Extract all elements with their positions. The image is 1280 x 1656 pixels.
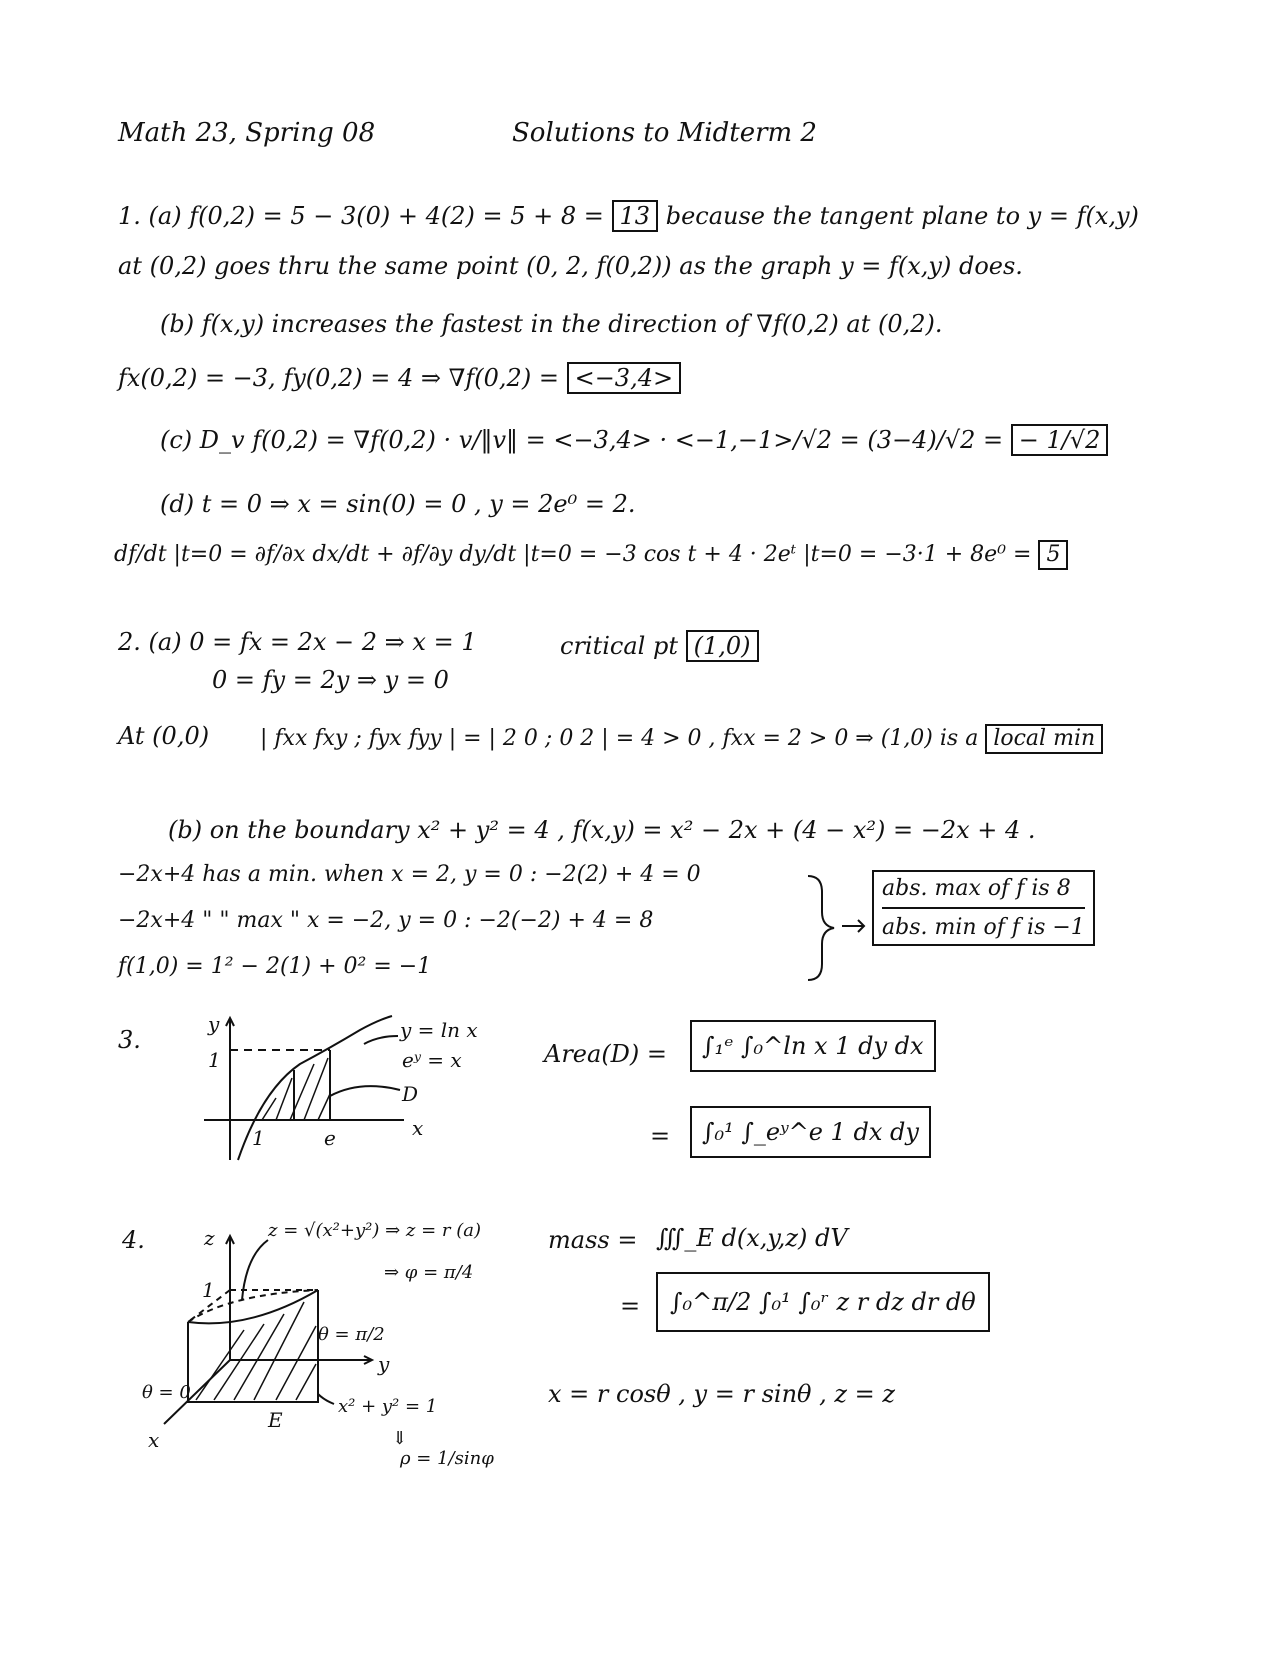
p4-axis-x: x	[148, 1428, 160, 1452]
p2b-abs-min: abs. min of f is −1	[882, 915, 1085, 940]
p4-solid-label: E	[268, 1408, 283, 1432]
p3-number: 3.	[118, 1026, 141, 1054]
p3-area1-box: ∫₁ᵉ ∫₀^ln x 1 dy dx	[690, 1020, 936, 1072]
p1c-text: (c) D_v f(0,2) = ∇f(0,2) · v/‖v‖ = <−3,4> · <−1,−1>/√2 = (3−4)/√2 =	[160, 426, 1004, 454]
p4-cone-label: z = √(x²+y²) ⇒ z = r (a)	[268, 1220, 481, 1241]
p3-curve-leader	[364, 1036, 398, 1044]
p4-axis-y: y	[378, 1352, 390, 1376]
p4-cyl-label: x² + y² = 1	[338, 1396, 438, 1417]
p3-curve-label2: eʸ = x	[402, 1048, 462, 1072]
page-title: Solutions to Midterm 2	[512, 118, 817, 148]
p4-cyl-leader	[318, 1394, 334, 1404]
p1b-answer-box: <−3,4>	[567, 362, 682, 394]
p4-tick1: 1	[202, 1278, 215, 1302]
p3-curve	[238, 1016, 392, 1160]
p1a-left: 1. (a) f(0,2) = 5 − 3(0) + 4(2) = 5 + 8 =	[118, 202, 604, 230]
p3-tick-e: e	[324, 1126, 336, 1150]
p2b-line1: (b) on the boundary x² + y² = 4 , f(x,y) = x² − 2x + (4 − x²) = −2x + 4 .	[168, 816, 1036, 844]
p2a-line1: 2. (a) 0 = fx = 2x − 2 ⇒ x = 1	[118, 628, 477, 656]
p4-solid-front	[188, 1290, 318, 1402]
p4-rho-label: ρ = 1/sinφ	[400, 1448, 494, 1469]
p4-phi-label: ⇒ φ = π/4	[384, 1262, 474, 1283]
p4-mass-label: mass =	[548, 1226, 638, 1254]
course-title: Math 23, Spring 08	[118, 118, 376, 148]
p3-region-label: D	[402, 1082, 419, 1106]
p4-rho-arrow: ⇓	[392, 1428, 408, 1449]
p3-tick-1: 1	[252, 1126, 265, 1150]
p2b-abs-max: abs. max of f is 8	[882, 876, 1085, 909]
p4-axis-z: z	[204, 1226, 215, 1250]
p3-area-label: Area(D) =	[544, 1040, 668, 1068]
p2a-critical-label: critical pt	[560, 632, 678, 660]
p2b-max: −2x+4 " " max " x = −2, y = 0 : −2(−2) + 4 = 8	[118, 908, 654, 933]
p1a-right: because the tangent plane to y = f(x,y)	[665, 202, 1139, 230]
p4-mass-answer-box: ∫₀^π/2 ∫₀¹ ∫₀ʳ z r dz dr dθ	[656, 1272, 990, 1332]
p1b-line1: (b) f(x,y) increases the fastest in the direction of ∇f(0,2) at (0,2).	[160, 310, 943, 338]
p3-tick-y1: 1	[208, 1048, 221, 1072]
p2-brace	[808, 876, 834, 980]
p4-theta0: θ = 0	[142, 1382, 191, 1403]
p4-number: 4.	[122, 1226, 145, 1254]
p2b-min: −2x+4 has a min. when x = 2, y = 0 : −2(2) + 4 = 0	[118, 862, 701, 887]
p1d-text: df/dt |t=0 = ∂f/∂x dx/dt + ∂f/∂y dy/dt |t=0 = −3 cos t + 4 · 2eᵗ |t=0 = −3·1 + 8e⁰ =	[114, 542, 1032, 567]
p3-area2-box: ∫₀¹ ∫_eʸ^e 1 dx dy	[690, 1106, 931, 1158]
p3-label-leader	[330, 1086, 400, 1096]
p3-axis-x: x	[412, 1116, 424, 1140]
p2-at-label: At (0,0)	[118, 722, 210, 750]
p2-local-min-box: local min	[985, 724, 1103, 754]
p2b-f10: f(1,0) = 1² − 2(1) + 0² = −1	[118, 954, 432, 979]
p4-coords: x = r cosθ , y = r sinθ , z = z	[548, 1380, 896, 1408]
p4-theta-pi2: θ = π/2	[318, 1324, 385, 1345]
p4-mass-eq: =	[620, 1292, 641, 1320]
p1b-text: fx(0,2) = −3, fy(0,2) = 4 ⇒ ∇f(0,2) =	[118, 364, 559, 392]
p3-curve-label1: y = ln x	[400, 1018, 478, 1042]
p1c-answer-box: − 1/√2	[1011, 424, 1109, 456]
p2a-critical-box: (1,0)	[686, 630, 759, 662]
p1d-answer-box: 5	[1038, 540, 1068, 570]
p2-hessian-text: | fxx fxy ; fyx fyy | = | 2 0 ; 0 2 | = 4 > 0 , fxx = 2 > 0 ⇒ (1,0) is a	[260, 726, 979, 751]
p1d-line1: (d) t = 0 ⇒ x = sin(0) = 0 , y = 2e⁰ = 2.	[160, 490, 636, 518]
p3-axis-y: y	[208, 1012, 220, 1036]
p1a-line2: at (0,2) goes thru the same point (0, 2, f(0,2)) as the graph y = f(x,y) does.	[118, 252, 1023, 280]
p1a-answer-box: 13	[612, 200, 659, 232]
p2a-line2: 0 = fy = 2y ⇒ y = 0	[212, 666, 449, 694]
p3-eq: =	[650, 1122, 671, 1150]
p4-mass-expr: ∭_E d(x,y,z) dV	[656, 1224, 848, 1252]
p2-implies-arrow	[842, 920, 864, 932]
